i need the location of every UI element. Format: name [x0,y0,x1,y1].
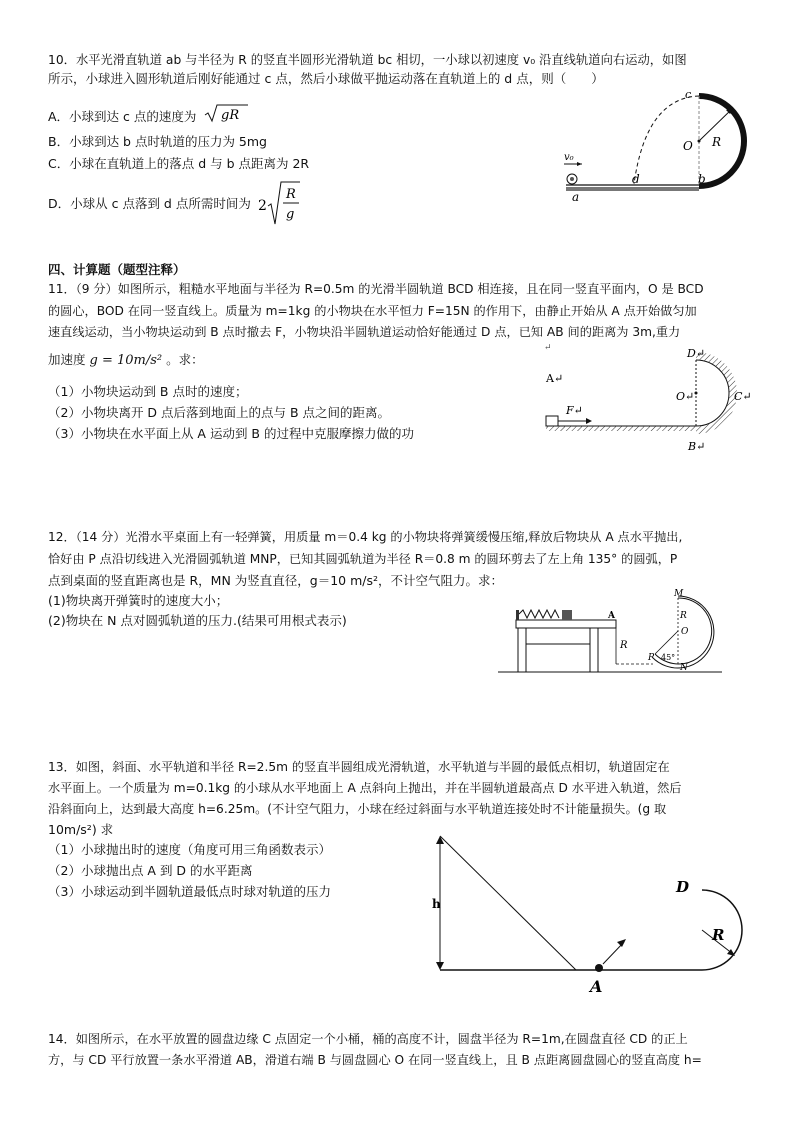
q13-fig-h: h [432,897,441,911]
q12-fig-r2: R [680,611,687,621]
q10-line2: 所示，小球进入圆形轨道后刚好能通过 c 点，然后小球做平抛运动落在直轨道上的 d 点，则（ ） [48,71,604,86]
q11-line2: 的圆心，BOD 在同一竖直线上。质量为 m=1kg 的小物块在水平恒力 F=15N 的作用下，由静止开始从 A 点开始做匀加 [48,304,697,318]
q11-line4-suffix: 。求： [166,352,204,367]
q11-line3: 速直线运动，当小物块运动到 B 点时撤去 F，小物块沿半圆轨道运动恰好能通过 D 点，已知 AB 间的距离为 3m,重力 [48,325,681,339]
q12-sub2: (2)物块在 N 点对圆弧轨道的压力.(结果可用根式表示) [48,613,347,628]
q10-option-d-den: g [286,207,295,222]
q13-line3: 沿斜面向上，达到最大高度 h=6.25m。(不计空气阻力，小球在经过斜面与水平轨道连接处时不计能量损失。(g 取 [48,802,667,816]
q11-fig-a: A↵ [546,372,564,385]
q11-line4 [48,352,204,369]
q10-option-a [48,101,248,125]
q12-fig-angle: 45° [661,653,676,662]
q10-option-c: C．小球在直轨道上的落点 d 与 b 点距离为 2R [48,156,310,171]
q10-option-a-sqrt [204,101,248,125]
q10-fig-a: a [572,190,580,204]
q13-sub2: （2）小球抛出点 A 到 D 的水平距离 [48,863,253,878]
q10-option-d-coef: 2 [258,198,267,214]
q12-line3: 点到桌面的竖直距离也是 R，MN 为竖直直径，g＝10 m/s²，不计空气阻力。求： [48,573,503,588]
q12-line1: 12．（14 分）光滑水平桌面上有一轻弹簧，用质量 m＝0.4 kg 的小物块将弹簧缓慢压缩,释放后物块从 A 点水平抛出, [48,530,683,544]
q11-line1: 11．（9 分）如图所示，粗糙水平地面与半径为 R=0.5m 的光滑半圆轨道 BCD 相连接，且在同一竖直平面内，O 是 BCD [48,282,704,296]
q10-option-a-formula: gR [221,108,240,123]
section-heading: 四、计算题（题型注释） [48,262,186,277]
q10-line1: 10．水平光滑直轨道 ab 与半径为 R 的竖直半圆形光滑轨道 bc 相切，一小球以初速度 v₀ 沿直线轨道向右运动，如图 [48,53,687,67]
q12-fig-o: O [681,627,689,637]
q11-sub3: （3）小物块在水平面上从 A 运动到 B 的过程中克服摩擦力做的功 [48,426,414,441]
q10-option-d-formula [256,180,302,228]
q13-line4: 10m/s²) 求 [48,822,114,837]
q10-option-d [48,196,251,212]
table-top [516,620,616,628]
q14-line1: 14．如图所示，在水平放置的圆盘边缘 C 点固定一个小桶，桶的高度不计，圆盘半径为 R=1m,在圆盘直径 CD 的正上 [48,1032,688,1046]
q11-sub2: （2）小物块离开 D 点后落到地面上的点与 B 点之间的距离。 [48,405,391,420]
q10-fig-b: b [698,172,706,186]
q10-option-d-num: R [286,187,296,202]
q12-figure [498,588,728,688]
q12-fig-p: P [648,653,655,663]
q13-fig-a: A [590,977,603,996]
q11-line4-prefix: 加速度 [48,352,86,367]
ball-icon [595,964,603,972]
q13-figure [426,830,776,1000]
arrow-up-icon [436,836,444,844]
q13-line2: 水平面上。一个质量为 m=0.1kg 的小球从水平地面上 A 点斜向上抛出，并在半圆轨道最高点 D 水平进入轨道，然后 [48,781,682,795]
q10-fig-v0: v₀ [564,152,574,163]
q11-fig-mark: ↵ [544,343,552,353]
q13-line1: 13．如图，斜面、水平轨道和半径 R=2.5m 的竖直半圆组成光滑轨道，水平轨道与半圆的最低点相切，轨道固定在 [48,760,670,774]
q11-fig-o: O↵ [676,390,695,403]
q10-fig-o: O [683,139,693,153]
q10-fig-d: d [632,172,640,186]
spring-icon [519,610,559,618]
q12-line2: 恰好由 P 点沿切线进入光滑圆弧轨道 MNP，已知其圆弧轨道为半径 R＝0.8 m 的圆环剪去了左上角 135° 的圆弧，P [48,552,678,566]
q13-sub1: （1）小球抛出时的速度（角度可用三角函数表示） [48,842,331,857]
q14-line2: 方，与 CD 平行放置一条水平滑道 AB，滑道右端 B 与圆盘圆心 O 在同一竖直线上，且 B 点距离圆盘圆心的竖直高度 h= [48,1053,702,1067]
q10-option-d-text: D．小球从 c 点落到 d 点所需时间为 [48,196,251,211]
q12-sub1: (1)物块离开弹簧时的速度大小； [48,593,229,608]
q11-sub1: （1）小物块运动到 B 点时的速度； [48,384,248,399]
semicircle-track [699,96,744,186]
q11-fig-d: D↵ [687,347,706,360]
block-icon [546,416,558,426]
q11-line4-formula: g = 10m/s² [89,353,163,368]
incline-line [440,836,576,970]
q13-sub3: （3）小球运动到半圆轨道最低点时球对轨道的压力 [48,884,331,899]
q12-fig-m: M [674,589,684,599]
q10-option-b: B．小球到达 b 点时轨道的压力为 5mg [48,134,267,149]
q13-fig-r: R [712,926,725,944]
q11-fig-c: C↵ [734,390,752,403]
q13-fig-d: D [676,878,690,896]
q12-fig-r1: R [620,640,628,651]
velocity-arrow-icon [577,162,582,166]
throw-arrow-icon [617,939,626,947]
q11-figure [540,338,780,458]
block-icon [562,610,572,620]
q10-fig-r: R [712,135,722,149]
arrow-down-icon [436,962,444,970]
force-arrow-icon [586,418,592,424]
q12-fig-n: N [680,663,688,673]
q11-fig-b: B↵ [688,440,706,453]
sqrt-sign-icon [204,104,248,124]
q10-figure [556,86,756,206]
q10-option-a-text: A．小球到达 c 点的速度为 [48,109,197,124]
q10-fig-c: c [685,88,692,101]
q12-fig-a: A [608,611,615,621]
q11-fig-f: F↵ [566,404,583,417]
